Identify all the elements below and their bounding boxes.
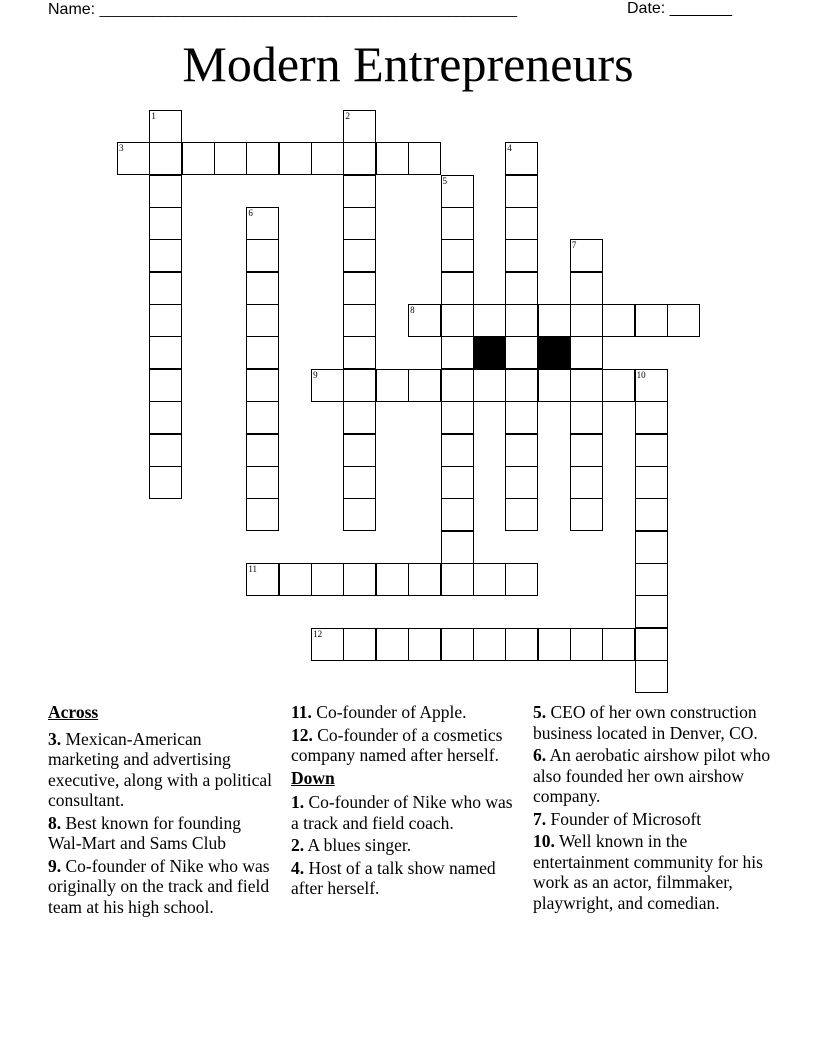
clue-across-8 (48, 813, 274, 854)
grid-cell[interactable] (343, 142, 376, 175)
clue-number: 10. (533, 831, 555, 851)
clue-number-label: 2 (345, 111, 350, 121)
grid-cell[interactable] (376, 369, 409, 402)
grid-cell[interactable] (441, 336, 474, 369)
clue-number: 11. (291, 702, 312, 722)
grid-cell[interactable] (570, 434, 603, 467)
grid-cell[interactable] (635, 466, 668, 499)
grid-cell[interactable] (635, 595, 668, 628)
clue-down-2 (291, 835, 523, 856)
grid-cell[interactable] (214, 142, 247, 175)
clue-number-label: 1 (151, 111, 156, 121)
clue-text: Well known in the entertainment community for his work as an actor, filmmaker, playwright, and comedian. (533, 831, 763, 913)
grid-cell[interactable] (505, 207, 538, 240)
clue-across-11 (291, 702, 523, 723)
grid-cell[interactable] (149, 434, 182, 467)
clue-number-label: 11 (248, 563, 258, 574)
grid-cell[interactable] (149, 272, 182, 305)
clue-number-label: 6 (248, 208, 253, 219)
grid-cell[interactable] (441, 466, 474, 499)
clue-number-label: 4 (507, 143, 512, 154)
grid-cell[interactable] (149, 207, 182, 240)
clue-text: Co-founder of Apple. (316, 702, 467, 722)
grid-cell[interactable] (505, 336, 538, 369)
clue-number-label: 3 (119, 143, 124, 154)
clue-text: Co-founder of a cosmetics company named after herself. (291, 724, 503, 765)
grid-cell[interactable] (570, 369, 603, 402)
grid-cell[interactable] (311, 142, 344, 175)
grid-cell[interactable] (343, 498, 376, 531)
grid-cell[interactable] (311, 369, 344, 402)
grid-cell[interactable] (246, 336, 279, 369)
clue-across-9 (48, 856, 274, 918)
grid-cell[interactable] (505, 239, 538, 272)
grid-cell[interactable] (505, 175, 538, 208)
grid-cell[interactable] (473, 628, 506, 661)
grid-cell[interactable] (635, 498, 668, 531)
clue-number: 7. (533, 808, 547, 829)
grid-cell[interactable] (246, 239, 279, 272)
clue-down-10 (533, 831, 773, 913)
grid-cell[interactable] (149, 110, 182, 143)
grid-cell[interactable] (635, 628, 668, 661)
grid-cell[interactable] (343, 175, 376, 208)
grid-cell[interactable] (505, 304, 538, 337)
grid-cell[interactable] (538, 628, 571, 661)
grid-cell[interactable] (246, 563, 279, 596)
grid-cell[interactable] (149, 304, 182, 337)
clue-number-label: 12 (313, 628, 323, 639)
grid-cell[interactable] (246, 498, 279, 531)
shaded-cell (538, 336, 571, 369)
grid-cell[interactable] (473, 304, 506, 337)
grid-cell[interactable] (635, 531, 668, 564)
date-label: Date: (627, 0, 666, 17)
grid-cell[interactable] (343, 239, 376, 272)
grid-cell[interactable] (570, 239, 603, 272)
clue-text: Founder of Microsoft (550, 808, 702, 829)
grid-cell[interactable] (505, 628, 538, 661)
clue-number-label: 8 (410, 305, 415, 316)
grid-cell[interactable] (441, 531, 474, 564)
grid-cell[interactable] (635, 660, 668, 693)
grid-cell[interactable] (538, 304, 571, 337)
grid-cell[interactable] (408, 369, 441, 402)
grid-cell[interactable] (343, 434, 376, 467)
grid-cell[interactable] (473, 369, 506, 402)
clue-down-7 (533, 809, 773, 830)
grid-cell[interactable] (149, 142, 182, 175)
grid-cell[interactable] (570, 304, 603, 337)
clue-down-6 (533, 745, 773, 807)
date-line[interactable]: _______ (669, 0, 732, 17)
grid-cell[interactable] (246, 434, 279, 467)
grid-cell[interactable] (149, 336, 182, 369)
grid-cell[interactable] (441, 369, 474, 402)
grid-cell[interactable] (505, 369, 538, 402)
grid-cell[interactable] (602, 304, 635, 337)
clue-text: CEO of her own construction business located in Denver, CO. (533, 702, 758, 743)
grid-cell[interactable] (570, 466, 603, 499)
grid-cell[interactable] (635, 563, 668, 596)
down-heading: Down (291, 767, 335, 788)
grid-cell[interactable] (441, 272, 474, 305)
clue-across-12 (291, 725, 523, 766)
grid-cell[interactable] (343, 110, 376, 143)
grid-cell[interactable] (505, 498, 538, 531)
grid-cell[interactable] (343, 207, 376, 240)
grid-cell[interactable] (376, 142, 409, 175)
clue-number: 1. (291, 792, 305, 812)
grid-cell[interactable] (343, 563, 376, 596)
grid-cell[interactable] (149, 401, 182, 434)
grid-cell[interactable] (149, 369, 182, 402)
clue-across-3 (48, 729, 274, 811)
grid-cell[interactable] (635, 434, 668, 467)
grid-cell[interactable] (505, 142, 538, 175)
grid-cell[interactable] (246, 142, 279, 175)
grid-cell[interactable] (246, 466, 279, 499)
grid-cell[interactable] (570, 401, 603, 434)
clue-number: 2. (291, 835, 305, 855)
grid-cell[interactable] (343, 304, 376, 337)
clue-number-label: 10 (636, 369, 646, 380)
grid-cell[interactable] (117, 142, 150, 175)
grid-cell[interactable] (376, 563, 409, 596)
clue-number: 4. (291, 857, 305, 878)
across-heading: Across (48, 702, 99, 722)
grid-cell[interactable] (246, 401, 279, 434)
grid-cell[interactable] (311, 563, 344, 596)
grid-cell[interactable] (149, 175, 182, 208)
grid-cell[interactable] (473, 563, 506, 596)
clues-column-2 (291, 702, 523, 901)
grid-cell[interactable] (505, 272, 538, 305)
grid-cell[interactable] (667, 304, 700, 337)
grid-cell[interactable] (408, 304, 441, 337)
grid-cell[interactable] (635, 369, 668, 402)
grid-cell[interactable] (602, 369, 635, 402)
grid-cell[interactable] (246, 272, 279, 305)
grid-cell[interactable] (602, 628, 635, 661)
clue-number: 12. (291, 724, 313, 745)
clue-number: 5. (533, 702, 547, 722)
clue-down-4 (291, 858, 523, 899)
grid-cell[interactable] (279, 563, 312, 596)
clues-column-3 (533, 702, 773, 915)
grid-cell[interactable] (441, 401, 474, 434)
clue-text: An aerobatic airshow pilot who also founded her own airshow company. (533, 745, 771, 806)
grid-cell[interactable] (343, 466, 376, 499)
grid-cell[interactable] (343, 369, 376, 402)
clue-number: 6. (533, 745, 547, 765)
clues-column-1 (48, 702, 274, 919)
grid-cell[interactable] (408, 142, 441, 175)
clue-down-1 (291, 792, 523, 833)
grid-cell[interactable] (441, 239, 474, 272)
grid-cell[interactable] (279, 142, 312, 175)
grid-cell[interactable] (505, 401, 538, 434)
grid-cell[interactable] (408, 628, 441, 661)
grid-cell[interactable] (505, 434, 538, 467)
grid-cell[interactable] (441, 434, 474, 467)
clue-text: Host of a talk show named after herself. (291, 857, 496, 898)
grid-cell[interactable] (441, 175, 474, 208)
page-title: Modern Entrepreneurs (182, 36, 634, 92)
grid-cell[interactable] (343, 272, 376, 305)
clue-text: Mexican-American marketing and advertising executive, along with a political consultant. (48, 728, 273, 810)
grid-cell[interactable] (441, 498, 474, 531)
grid-cell[interactable] (441, 304, 474, 337)
grid-cell[interactable] (343, 628, 376, 661)
grid-cell[interactable] (570, 272, 603, 305)
grid-cell[interactable] (441, 628, 474, 661)
grid-cell[interactable] (311, 628, 344, 661)
name-line[interactable]: _______________________________________________________ (99, 1, 517, 17)
clue-number-label: 9 (313, 369, 318, 380)
clue-text: Best known for founding Wal-Mart and Sams Club (48, 812, 241, 853)
clue-text: Co-founder of Nike who was a track and field coach. (291, 792, 513, 833)
grid-cell[interactable] (149, 466, 182, 499)
grid-cell[interactable] (635, 304, 668, 337)
grid-cell[interactable] (505, 563, 538, 596)
clue-number: 8. (48, 812, 62, 833)
clue-number-label: 7 (571, 240, 577, 251)
clue-number: 9. (48, 855, 62, 876)
grid-cell[interactable] (635, 401, 668, 434)
clue-text: Co-founder of Nike who was originally on the track and field team at his high school. (48, 855, 270, 917)
grid-cell[interactable] (246, 304, 279, 337)
grid-cell[interactable] (441, 207, 474, 240)
name-label: Name: (48, 1, 96, 18)
clue-text: A blues singer. (307, 835, 412, 855)
grid-cell[interactable] (343, 401, 376, 434)
grid-cell[interactable] (505, 466, 538, 499)
grid-cell[interactable] (149, 239, 182, 272)
grid-cell[interactable] (343, 336, 376, 369)
grid-cell[interactable] (538, 369, 571, 402)
grid-cell[interactable] (570, 628, 603, 661)
clue-down-5 (533, 702, 773, 743)
grid-cell[interactable] (246, 369, 279, 402)
grid-cell[interactable] (570, 336, 603, 369)
grid-cell[interactable] (441, 563, 474, 596)
grid-cell[interactable] (182, 142, 215, 175)
grid-cell[interactable] (376, 628, 409, 661)
grid-cell[interactable] (246, 207, 279, 240)
grid-cell[interactable] (570, 498, 603, 531)
clue-number-label: 5 (442, 175, 447, 186)
shaded-cell (473, 336, 506, 369)
grid-cell[interactable] (408, 563, 441, 596)
clue-number: 3. (48, 728, 62, 749)
